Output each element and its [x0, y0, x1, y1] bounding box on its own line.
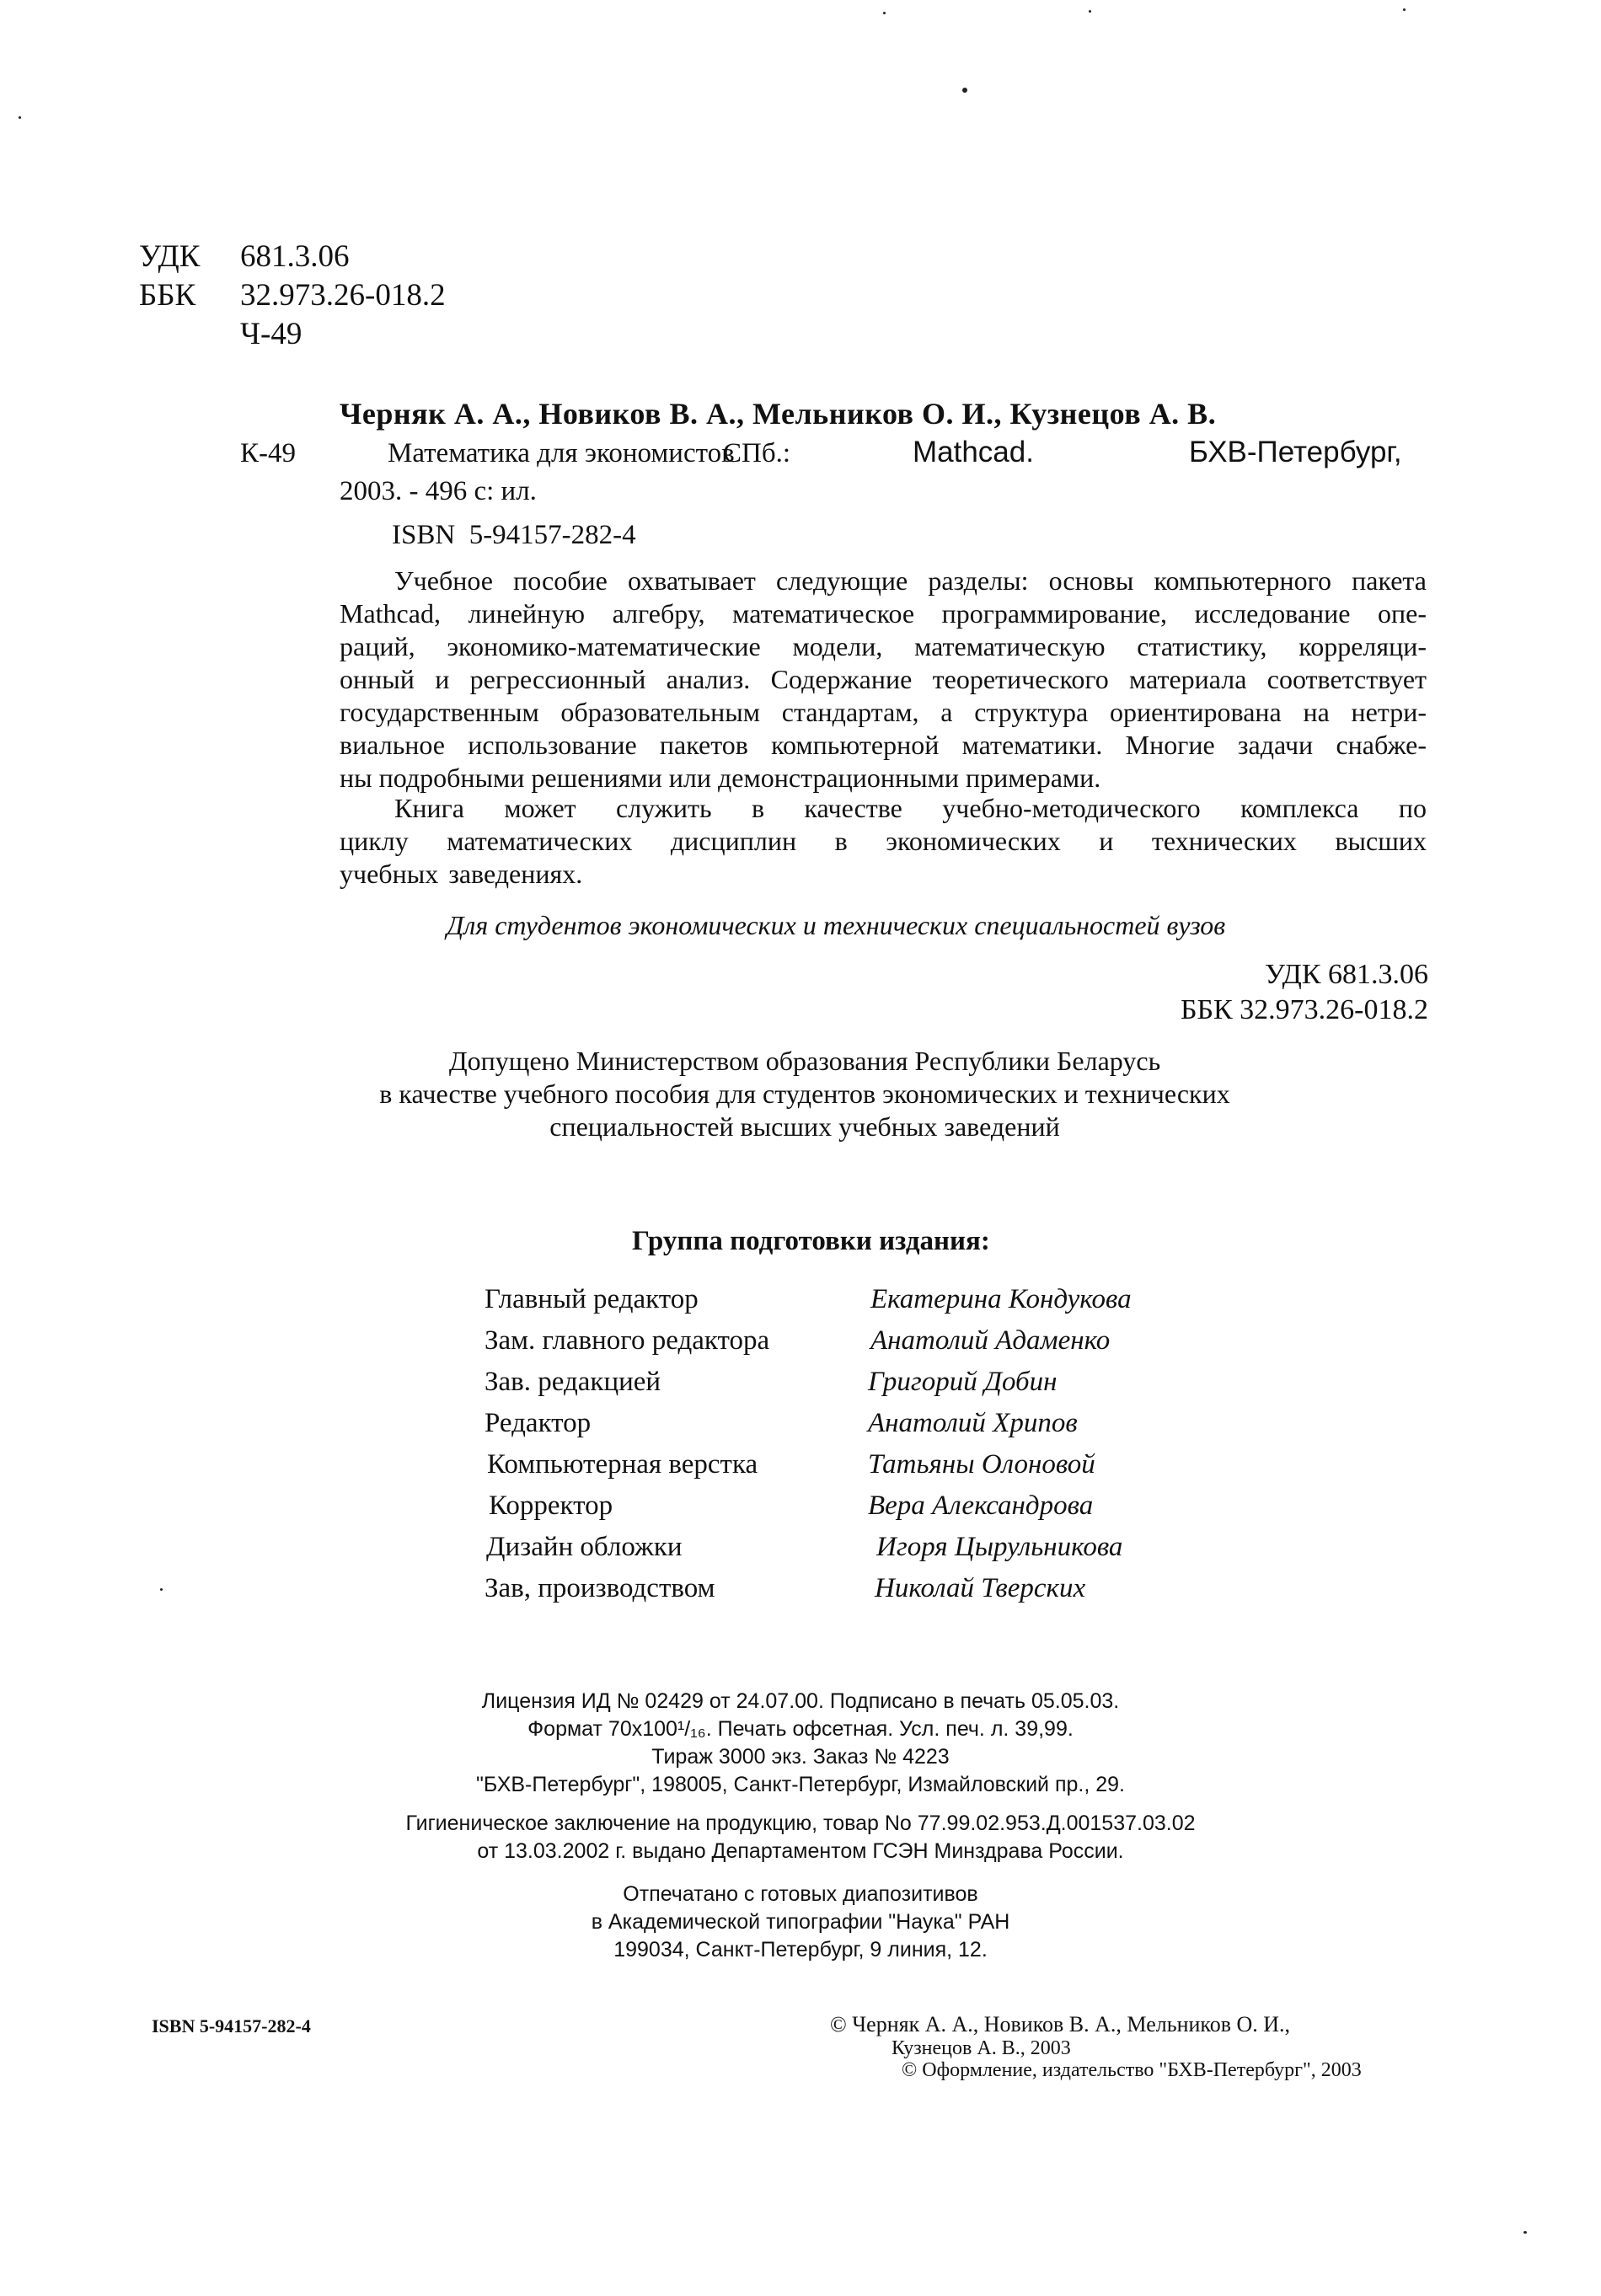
annotation-line: виальное использование пакетов компьютерной математики. Многие задачи снабже-	[340, 730, 1427, 760]
imprint-line: Формат 70х100¹/₁₆. Печать офсетная. Усл. печ. л. 39,99.	[527, 1717, 1074, 1741]
staff-name: Анатолий Адаменко	[870, 1325, 1111, 1356]
audience-line: Для студентов экономических и технических специальностей вузов	[447, 910, 1226, 940]
copyright-line: Кузнецов А. В., 2003	[892, 2037, 1071, 2059]
annotation-line: онный и регрессионный анализ. Содержание теоретического материала соответствует	[340, 664, 1427, 694]
year-pages: 2003. - 496 с: ил.	[340, 476, 537, 506]
udk-code-top	[139, 238, 350, 276]
book-place: СПб.:	[723, 438, 791, 468]
annotation-line: ны подробными решениями или демонстрационными примерами.	[340, 763, 1101, 793]
udk-code-bottom: УДК 681.3.06	[1264, 959, 1428, 990]
copyright-line: © Оформление, издательство "БХВ-Петербург", 2003	[902, 2059, 1362, 2081]
print-line: в Академической типографии "Наука" РАН	[591, 1910, 1010, 1934]
isbn-line	[392, 520, 636, 551]
bbk-code-top	[139, 276, 446, 315]
staff-role: Зам. главного редактора	[485, 1325, 770, 1356]
approval-line: Допущено Министерством образования Республики Беларусь	[448, 1046, 1161, 1076]
staff-name: Николай Тверских	[875, 1573, 1086, 1603]
bbk-code-bottom: ББК 32.973.26-018.2	[1180, 994, 1428, 1025]
staff-role: Зав. редакцией	[485, 1367, 661, 1397]
staff-role: Зав, производством	[485, 1573, 715, 1603]
hygiene-block	[0, 1810, 1601, 1865]
copyright-isbn: ISBN 5-94157-282-4	[152, 2015, 311, 2036]
annotation-line: раций, экономико-математические модели, математическую статистику, корреляци-	[340, 631, 1427, 661]
usage-line: учебных заведениях.	[340, 859, 583, 889]
scan-speck	[1523, 2231, 1527, 2234]
isbn-value: 5-94157-282-4	[469, 520, 636, 550]
imprint-line: "БХВ-Петербург", 198005, Санкт-Петербург, Измайловский пр., 29.	[475, 1773, 1126, 1796]
staff-role: Редактор	[485, 1408, 592, 1438]
scan-speck	[883, 12, 886, 14]
staff-title: Группа подготовки издания:	[632, 1226, 990, 1256]
staff-role: Дизайн обложки	[486, 1532, 683, 1562]
staff-name: Татьяны Олоновой	[868, 1449, 1095, 1480]
staff-name: Анатолий Хрипов	[868, 1408, 1078, 1438]
isbn-label: ISBN	[392, 520, 456, 550]
hygiene-line: Гигиеническое заключение на продукцию, товар No 77.99.02.953.Д.001537.03.02	[405, 1812, 1196, 1835]
print-line: Отпечатано с готовых диапозитивов	[623, 1882, 978, 1906]
print-line: 199034, Санкт-Петербург, 9 линия, 12.	[613, 1938, 988, 1962]
scan-speck	[962, 88, 967, 93]
scan-speck	[1403, 8, 1406, 11]
usage-line: циклу математических дисциплин в экономических и технических высших	[340, 826, 1427, 856]
hygiene-line: от 13.03.2002 г. выдано Департаментом ГСЭН Минздрава России.	[477, 1839, 1124, 1863]
approval-line: в качестве учебного пособия для студентов экономических и технических	[379, 1078, 1230, 1109]
copyright-line: © Черняк А. А., Новиков В. А., Мельников О. И.,	[830, 2012, 1291, 2036]
staff-name: Григорий Добин	[868, 1367, 1058, 1397]
print-block	[0, 1881, 1601, 1964]
scan-speck	[1089, 10, 1091, 13]
scan-speck	[19, 116, 21, 119]
bbk-value: 32.973.26-018.2	[240, 278, 446, 313]
udk-label: УДК	[139, 239, 201, 274]
author-mark-top: Ч-49	[240, 317, 303, 351]
staff-name: Вера Александрова	[868, 1491, 1094, 1521]
usage-line: Книга может служить в качестве учебно-методического комплекса по	[394, 793, 1427, 823]
staff-role: Корректор	[489, 1491, 613, 1521]
authors-line: Черняк А. А., Новиков В. А., Мельников О. И., Кузнецов А. В.	[340, 397, 1217, 431]
annotation	[340, 565, 1427, 795]
book-title: Математика для экономистов	[388, 438, 735, 468]
imprint-line: Лицензия ИД № 02429 от 24.07.00. Подписано в печать 05.05.03.	[481, 1689, 1120, 1713]
scan-speck	[160, 1588, 163, 1591]
book-subtitle: Mathcad.	[913, 436, 1034, 468]
annotation-line: государственным образовательным стандартам, а структура ориентирована на нетри-	[340, 697, 1427, 727]
udk-value: 681.3.06	[240, 239, 350, 274]
book-publisher: БХВ-Петербург,	[1189, 436, 1402, 468]
imprint-block	[0, 1688, 1601, 1799]
approval-line: специальностей высших учебных заведений	[549, 1111, 1060, 1142]
bib-mark: К-49	[240, 438, 296, 468]
staff-role: Компьютерная верстка	[487, 1449, 758, 1480]
usage-paragraph	[340, 792, 1427, 891]
staff-name: Игоря Цырульникова	[876, 1532, 1123, 1562]
imprint-line: Тираж 3000 экз. Заказ № 4223	[651, 1745, 950, 1769]
staff-name: Екатерина Кондукова	[870, 1284, 1132, 1314]
annotation-line: Mathcad, линейную алгебру, математическое программирование, исследование опе-	[340, 598, 1427, 629]
bbk-label: ББК	[139, 278, 196, 313]
annotation-line: Учебное пособие охватывает следующие разделы: основы компьютерного пакета	[394, 565, 1427, 596]
approval-block	[0, 1045, 1601, 1143]
staff-role: Главный редактор	[485, 1284, 699, 1314]
